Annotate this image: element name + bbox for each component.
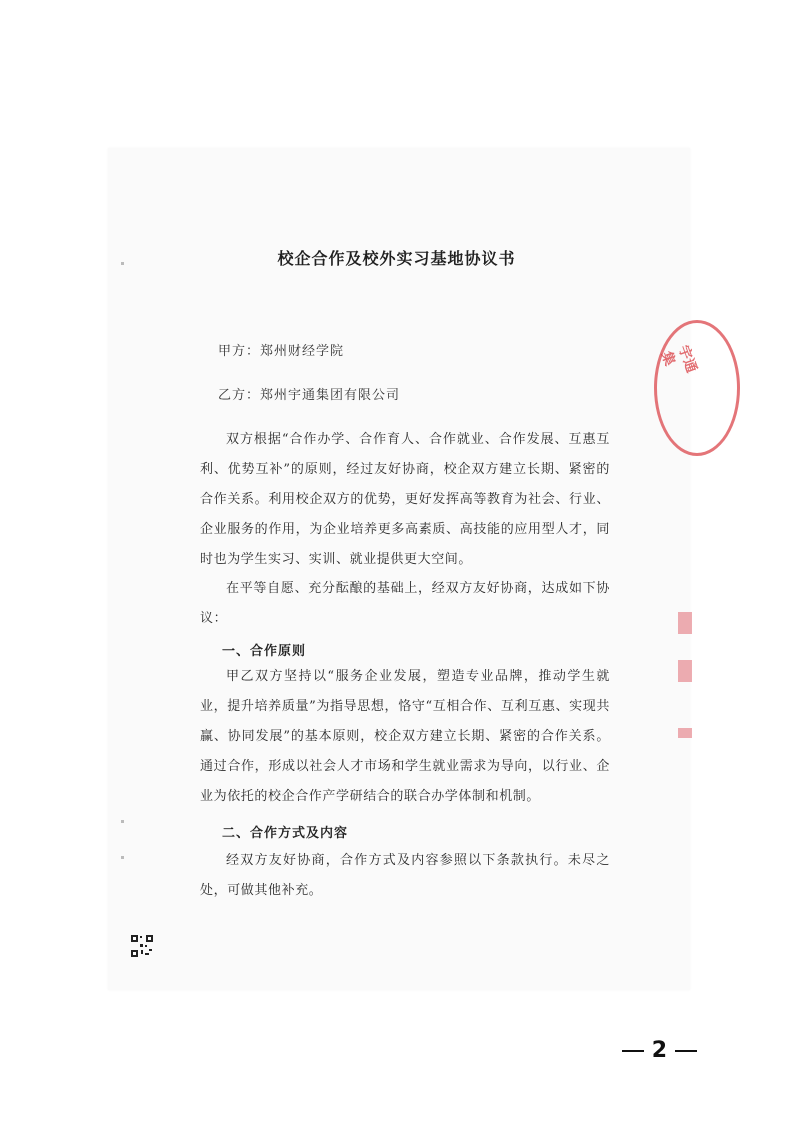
party-b: 乙方：郑州宇通集团有限公司 (218, 388, 401, 403)
dash-right (675, 1050, 697, 1052)
page-number-value: 2 (651, 1038, 667, 1063)
margin-mark (121, 856, 124, 859)
seal-strip (678, 612, 692, 634)
document-title: 校企合作及校外实习基地协议书 (277, 249, 516, 268)
seal-strip (678, 728, 692, 738)
dash-left (622, 1050, 644, 1052)
company-seal (654, 320, 740, 456)
intro-paragraph: 双方根据“合作办学、合作育人、合作就业、合作发展、互惠互利、优势互补”的原则，经过友好协商，校企双方建立长期、紧密的合作关系。利用校企双方的优势，更好发挥高等教育为社会、行业、企业服务的作用，为企业培养更多高素质、高技能的应用型人才，同时也为学生实习、实训、就业提供更大空间。 (200, 432, 610, 567)
section-heading-principle: 一、合作原则 (222, 644, 307, 659)
margin-mark (121, 820, 124, 823)
agreement-paragraph: 在平等自愿、充分酝酿的基础上，经双方友好协商，达成如下协议： (200, 581, 610, 626)
company-seal-text: 宇通集 (657, 343, 700, 376)
section-heading-methods: 二、合作方式及内容 (222, 826, 349, 841)
party-a: 甲方：郑州财经学院 (218, 344, 345, 359)
methods-paragraph: 经双方友好协商，合作方式及内容参照以下条款执行。未尽之处，可做其他补充。 (200, 853, 610, 898)
principle-paragraph: 甲乙双方坚持以“服务企业发展，塑造专业品牌，推动学生就业，提升培养质量”为指导思想，恪守“互相合作、互利互惠、实现共赢、协同发展”的基本原则，校企双方建立长期、紧密的合作关系。通过合作，形成以社会人才市场和学生就业需求为导向，以行业、企业为依托的校企合作产学研结合的联合办学体制和机制。 (200, 669, 610, 804)
qr-code-icon (131, 935, 153, 957)
page-number (622, 1038, 697, 1063)
seal-strip (678, 660, 692, 682)
